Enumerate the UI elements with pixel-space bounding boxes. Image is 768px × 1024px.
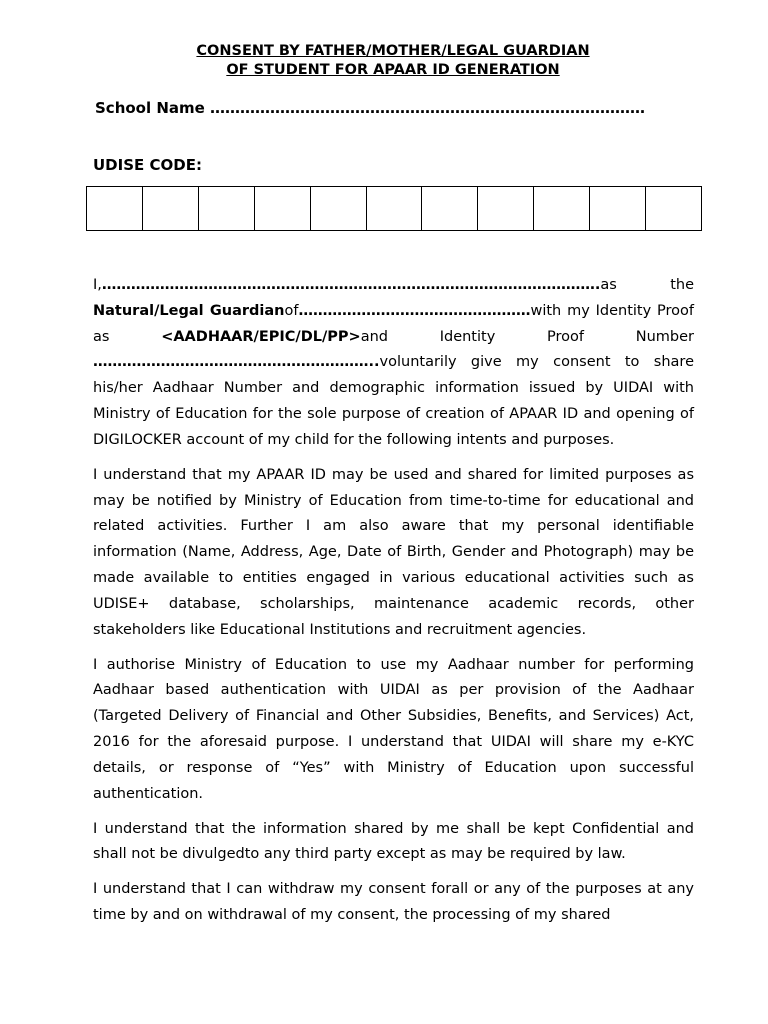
udise-code-label: UDISE CODE: (93, 156, 202, 174)
school-name-label: School Name (95, 99, 205, 117)
id-number-blank: ………………………………………………….. (93, 354, 380, 371)
paragraph-withdrawal: I understand that I can withdraw my consent forall or any of the purposes at any time by and on withdrawal of my consent, the processing of my shared (93, 881, 694, 924)
guardian-role: Natural/Legal Guardian (93, 302, 285, 319)
udise-digit-box (646, 187, 701, 230)
paragraph-consent-declaration: I,………………………………………………………………………………………….as the Natural/Legal Guardianof…………………………………………with my Identity Proof as <AADHAAR/EPIC/DL/PP>and Identity Proof Number …………………………………………………..voluntarily give my consent to share his/her Aadhaar Number and demographic information issued by UIDAI with Ministry of Education for the sole purpose of creation of APAAR ID and opening of DIGILOCKER account of my child for the following intents and purposes. (93, 277, 694, 448)
udise-digit-box (255, 187, 311, 230)
child-name-blank: ………………………………………… (298, 302, 531, 319)
paragraph-aadhaar-authentication: I authorise Ministry of Education to use my Aadhaar number for performing Aadhaar based authentication with UIDAI as per provision of the Aadhaar (Targeted Delivery of Financial and Other Subsidies, Benefits, and Services) Act, 2016 for the aforesaid purpose. I understand that UIDAI will share my e-KYC details, or response of “Yes” with Ministry of Education upon successful authentication. (93, 656, 694, 802)
udise-digit-box (199, 187, 255, 230)
udise-digit-box (143, 187, 199, 230)
udise-digit-box (311, 187, 367, 230)
school-name-field (95, 99, 645, 117)
guardian-name-blank: …………………………………………………………………………………………. (101, 277, 601, 293)
title-line-1: CONSENT BY FATHER/MOTHER/LEGAL GUARDIAN (196, 43, 590, 59)
udise-digit-box (422, 187, 478, 230)
udise-digit-box (478, 187, 534, 230)
title-line-2: OF STUDENT FOR APAAR ID GENERATION (226, 62, 560, 78)
udise-code-boxes (86, 186, 702, 231)
udise-digit-box (87, 187, 143, 230)
id-proof-types: <AADHAAR/EPIC/DL/PP> (161, 328, 361, 345)
school-name-blank: …………………………………………………………………………… (204, 99, 646, 117)
udise-digit-box (534, 187, 590, 230)
paragraph-confidentiality: I understand that the information shared by me shall be kept Confidential and shall not be divulgedto any third party except as may be required by law. (93, 820, 694, 863)
paragraph-apaar-usage: I understand that my APAAR ID may be used and shared for limited purposes as may be notified by Ministry of Education from time-to-time for educational and related activities. Further I am also aware that my personal identifiable information (Name, Address, Age, Date of Birth, Gender and Photograph) may be made available to entities engaged in various educational activities such as UDISE+ database, scholarships, maintenance academic records, other stakeholders like Educational Institutions and recruitment agencies. (93, 466, 694, 638)
consent-body (93, 273, 694, 938)
udise-digit-box (590, 187, 646, 230)
udise-digit-box (367, 187, 423, 230)
